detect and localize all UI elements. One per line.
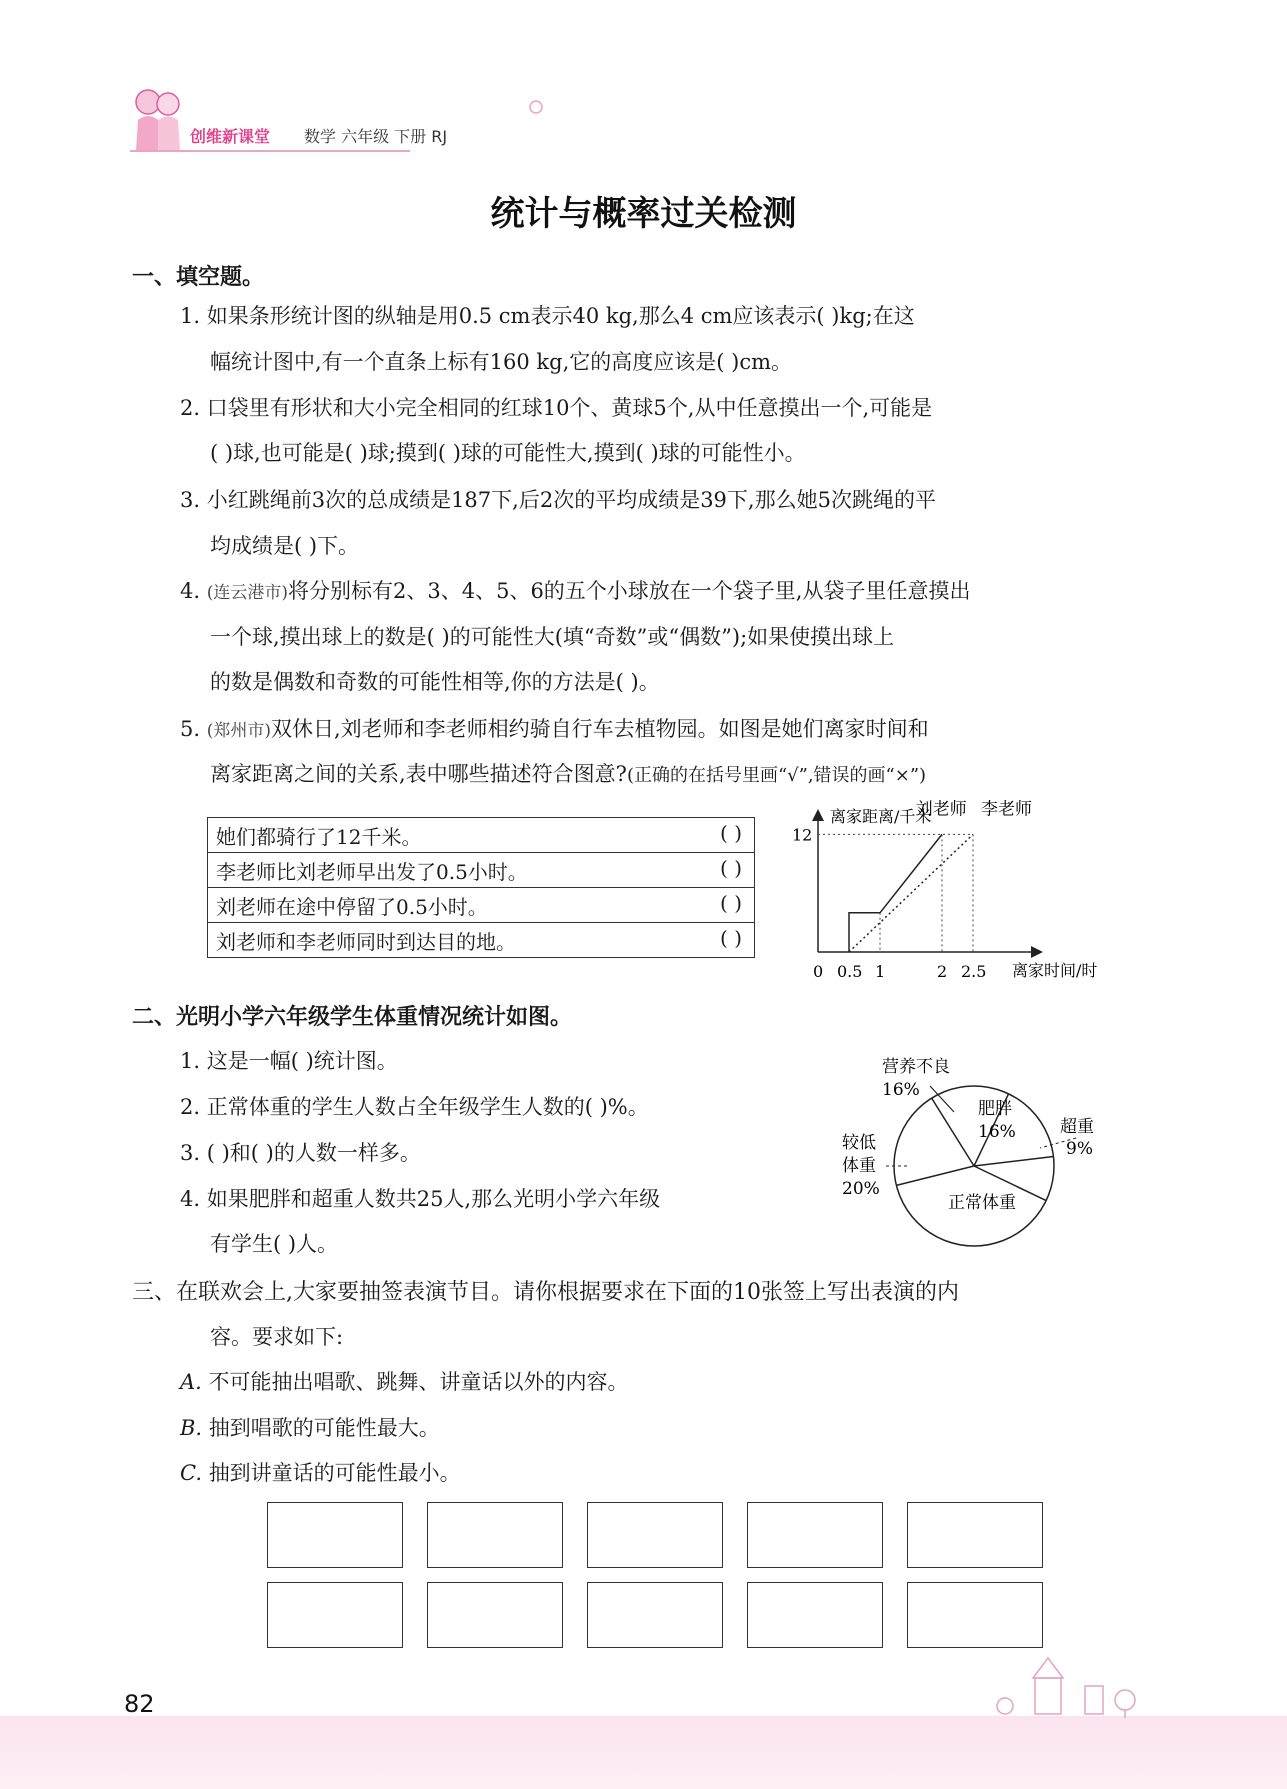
lot-card[interactable] <box>747 1582 883 1648</box>
q3-line-2: 均成绩是( )下。 <box>210 534 360 558</box>
pie-label-overweight: 超重 <box>1060 1117 1094 1137</box>
pie-label-low-1: 较低 <box>842 1133 876 1153</box>
x-tick-label: 0 <box>813 962 824 981</box>
pie-value-low: 20% <box>842 1179 880 1199</box>
q4-line-1 <box>180 575 970 605</box>
s2-q4-line-2: 有学生( )人。 <box>210 1232 339 1256</box>
answer-blank[interactable]: ( ) <box>720 925 742 950</box>
statement-text: 她们都骑行了12千米。 <box>216 824 422 849</box>
header-divider <box>130 150 410 152</box>
s2-q4-line-1: 4. 如果肥胖和超重人数共25人,那么光明小学六年级 <box>180 1187 661 1211</box>
table-row <box>208 818 755 853</box>
requirement-a <box>180 1366 629 1396</box>
pie-label-low-2: 体重 <box>842 1156 876 1176</box>
x-tick-label: 0.5 <box>837 962 863 981</box>
page-number: 82 <box>124 1690 155 1718</box>
lot-card[interactable] <box>267 1502 403 1568</box>
series-line-liu <box>849 834 942 952</box>
lot-card[interactable] <box>267 1582 403 1648</box>
y-tick-label: 12 <box>792 825 813 845</box>
y-axis-label: 离家距离/千米 <box>830 807 932 826</box>
q2-line-2: ( )球,也可能是( )球;摸到( )球的可能性大,摸到( )球的可能性小。 <box>210 441 806 465</box>
lot-card[interactable] <box>907 1582 1043 1648</box>
q4-number: 4. <box>180 579 201 603</box>
q1-line-2: 幅统计图中,有一个直条上标有160 kg,它的高度应该是( )cm。 <box>210 350 793 374</box>
pie-slice-boundary <box>932 1098 974 1166</box>
x-tick-label: 1 <box>875 962 886 981</box>
pie-value-malnutrition: 16% <box>882 1080 920 1100</box>
req-text: 抽到唱歌的可能性最大。 <box>208 1416 440 1440</box>
q5-text: 双休日,刘老师和李老师相约骑自行车去植物园。如图是她们离家时间和 <box>271 717 929 741</box>
pie-label-normal: 正常体重 <box>948 1193 1016 1213</box>
flower-icon <box>526 98 546 116</box>
q5-question: 离家距离之间的关系,表中哪些描述符合图意? <box>210 762 627 786</box>
requirement-c <box>180 1457 461 1487</box>
brand-name: 创维新课堂 <box>190 127 271 146</box>
q5-line-1 <box>180 713 929 743</box>
lot-card[interactable] <box>427 1582 563 1648</box>
pie-value-overweight: 9% <box>1066 1139 1093 1159</box>
book-info: 数学 六年级 下册 RJ <box>304 127 448 146</box>
castle-decoration-icon <box>985 1650 1175 1720</box>
section-2-heading: 二、光明小学六年级学生体重情况统计如图。 <box>132 1005 573 1030</box>
footer-band <box>0 1716 1287 1789</box>
statement-text: 刘老师在途中停留了0.5小时。 <box>216 894 488 919</box>
lot-card[interactable] <box>587 1502 723 1568</box>
series-label: 刘老师 <box>915 800 967 820</box>
table-row <box>208 853 755 888</box>
req-letter: B. <box>180 1416 203 1440</box>
series-line-li <box>849 834 973 952</box>
q4-text: 将分别标有2、3、4、5、6的五个小球放在一个袋子里,从袋子里任意摸出 <box>288 579 971 603</box>
lot-card[interactable] <box>907 1502 1043 1568</box>
x-tick-label: 2 <box>937 962 948 981</box>
q4-city: (连云港市) <box>206 583 288 603</box>
req-letter: A. <box>180 1370 202 1394</box>
lot-card[interactable] <box>587 1582 723 1648</box>
answer-blank[interactable]: ( ) <box>720 855 742 880</box>
statement-text: 刘老师和李老师同时到达目的地。 <box>216 929 516 954</box>
statement-text: 李老师比刘老师早出发了0.5小时。 <box>216 859 528 884</box>
q5-statement-table <box>207 817 755 958</box>
section-3-heading-1: 三、在联欢会上,大家要抽签表演节目。请你根据要求在下面的10张签上写出表演的内 <box>132 1280 959 1305</box>
q3-line-1: 3. 小红跳绳前3次的总成绩是187下,后2次的平均成绩是39下,那么她5次跳绳的平 <box>180 488 936 512</box>
s2-q2: 2. 正常体重的学生人数占全年级学生人数的( )%。 <box>180 1095 649 1119</box>
lot-card[interactable] <box>747 1502 883 1568</box>
req-letter: C. <box>180 1461 202 1485</box>
q5-note: (正确的在括号里画“√”,错误的画“×”) <box>626 765 927 786</box>
q5-number: 5. <box>180 717 201 741</box>
q5-city: (郑州市) <box>206 721 271 741</box>
lot-card[interactable] <box>427 1502 563 1568</box>
pie-label-malnutrition: 营养不良 <box>882 1057 950 1077</box>
pie-slice-boundary <box>974 1157 1053 1166</box>
q1-line-1: 1. 如果条形统计图的纵轴是用0.5 cm表示40 kg,那么4 cm应该表示( )kg;在这 <box>180 304 915 328</box>
table-row <box>208 888 755 923</box>
pie-value-obese: 16% <box>978 1122 1016 1142</box>
pie-slice-boundary <box>896 1166 974 1185</box>
weight-pie-chart <box>830 1048 1110 1258</box>
series-label: 李老师 <box>981 800 1032 820</box>
x-axis-label: 离家时间/时 <box>1012 961 1098 980</box>
answer-blank[interactable]: ( ) <box>720 890 742 915</box>
q2-line-1: 2. 口袋里有形状和大小完全相同的红球10个、黄球5个,从中任意摸出一个,可能是 <box>180 396 933 420</box>
distance-time-chart <box>780 800 1140 985</box>
s2-q3: 3. ( )和( )的人数一样多。 <box>180 1141 421 1165</box>
x-tick-label: 2.5 <box>961 962 987 981</box>
pie-label-obese: 肥胖 <box>978 1099 1012 1119</box>
s2-q1: 1. 这是一幅( )统计图。 <box>180 1049 398 1073</box>
answer-blank[interactable]: ( ) <box>720 820 742 845</box>
req-text: 不可能抽出唱歌、跳舞、讲童话以外的内容。 <box>208 1370 629 1394</box>
header-mascot-icon <box>128 82 188 154</box>
section-3-heading-2: 容。要求如下: <box>210 1325 344 1349</box>
page-title: 统计与概率过关检测 <box>490 194 797 234</box>
q5-line-2 <box>210 758 926 788</box>
req-text: 抽到讲童话的可能性最小。 <box>208 1461 461 1485</box>
q4-line-2: 一个球,摸出球上的数是( )的可能性大(填“奇数”或“偶数”);如果使摸出球上 <box>210 625 895 649</box>
section-1-heading: 一、填空题。 <box>132 265 265 290</box>
q4-line-3: 的数是偶数和奇数的可能性相等,你的方法是( )。 <box>210 670 660 694</box>
requirement-b <box>180 1412 440 1442</box>
table-row <box>208 923 755 958</box>
